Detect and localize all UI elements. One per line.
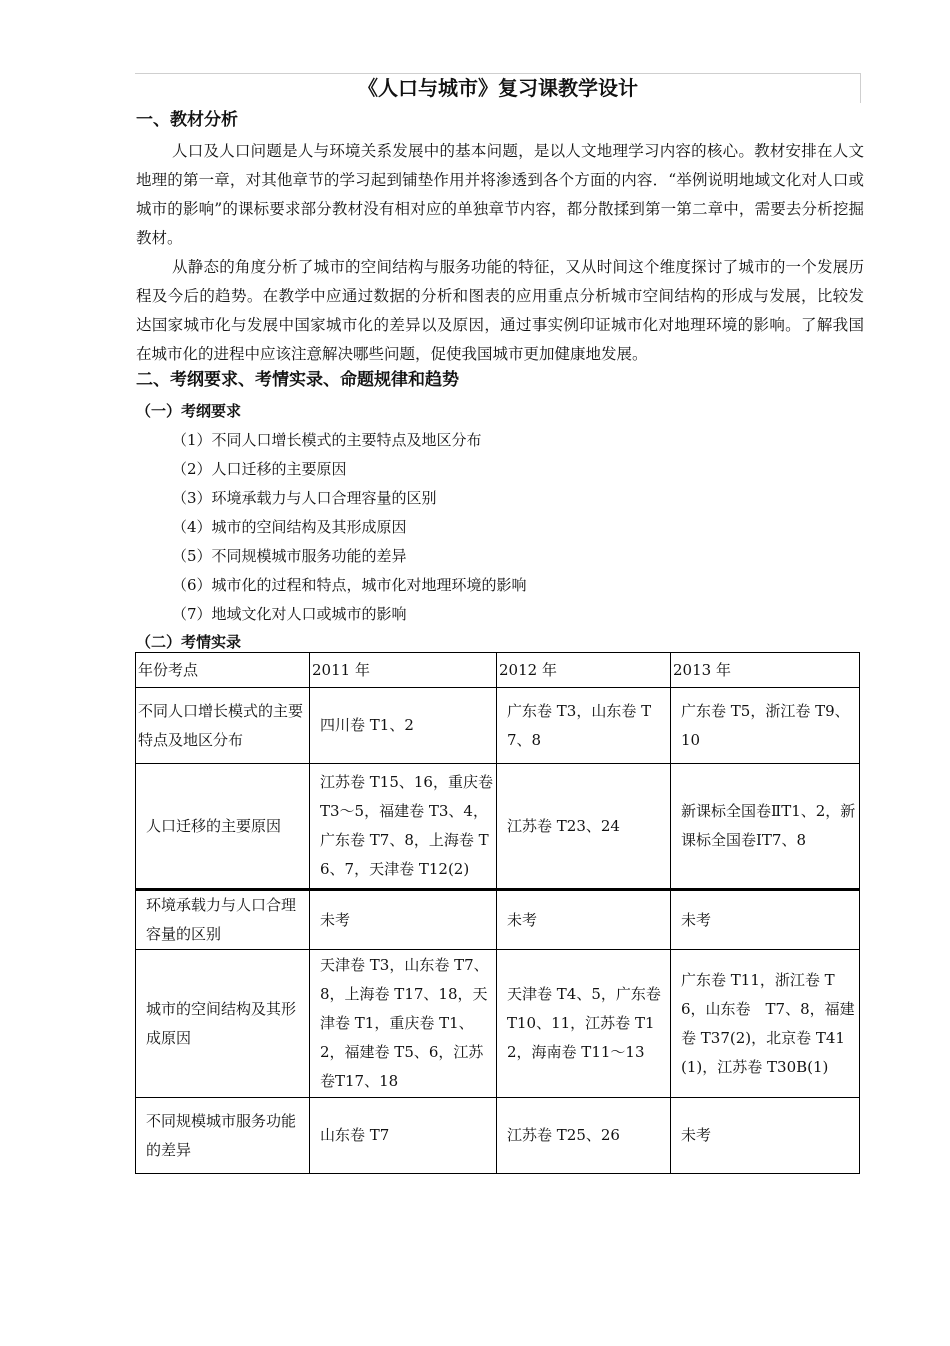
table-cell: 未考 <box>310 890 497 950</box>
table-row <box>136 890 860 950</box>
table-row-topic: 人口迁移的主要原因 <box>136 764 310 890</box>
table-cell: 江苏卷 T15、16，重庆卷 T3～5，福建卷 T3、4，广东卷 T7、8，上海卷 T6、7，天津卷 T12(2) <box>310 764 497 890</box>
syllabus-item: （5）不同规模城市服务功能的差异 <box>172 547 407 565</box>
table-row-topic: 不同规模城市服务功能的差异 <box>136 1098 310 1174</box>
table-cell: 广东卷 T5，浙江卷 T9、10 <box>671 688 860 764</box>
table-row <box>136 764 860 890</box>
subsection-heading-exam-record: （二）考情实录 <box>136 633 242 651</box>
table-row-topic: 不同人口增长模式的主要特点及地区分布 <box>136 688 310 764</box>
syllabus-item: （2）人口迁移的主要原因 <box>172 460 347 478</box>
table-cell: 广东卷 T3，山东卷 T7、8 <box>497 688 671 764</box>
syllabus-item: （4）城市的空间结构及其形成原因 <box>172 518 407 536</box>
table-header-cell: 2012 年 <box>497 653 671 688</box>
document-title: 《人口与城市》复习课教学设计 <box>358 76 638 100</box>
table-header-cell: 2013 年 <box>671 653 860 688</box>
exam-record-table <box>135 652 860 1174</box>
section-heading-requirements: 二、考纲要求、考情实录、命题规律和趋势 <box>136 370 459 390</box>
table-row-topic: 城市的空间结构及其形成原因 <box>136 950 310 1098</box>
syllabus-item: （7）地域文化对人口或城市的影响 <box>172 605 407 623</box>
table-cell: 天津卷 T4、5，广东卷 T10、11，江苏卷 T12，海南卷 T11～13 <box>497 950 671 1098</box>
table-cell: 四川卷 T1、2 <box>310 688 497 764</box>
table-row <box>136 950 860 1098</box>
table-cell: 未考 <box>671 1098 860 1174</box>
table-row-topic: 环境承载力与人口合理容量的区别 <box>136 890 310 950</box>
syllabus-item: （3）环境承载力与人口合理容量的区别 <box>172 489 437 507</box>
table-header-cell: 2011 年 <box>310 653 497 688</box>
analysis-paragraph-1: 人口及人口问题是人与环境关系发展中的基本问题，是以人文地理学习内容的核心。教材安排在人文地理的第一章，对其他章节的学习起到铺垫作用并将渗透到各个方面的内容．“举例说明地域文化对人口或城市的影响”的课标要求部分教材没有相对应的单独章节内容，都分散揉到第一第二章中，需要去分析挖掘教材。 <box>136 142 864 247</box>
table-cell: 江苏卷 T25、26 <box>497 1098 671 1174</box>
syllabus-item: （6）城市化的过程和特点，城市化对地理环境的影响 <box>172 576 527 594</box>
table-row <box>136 688 860 764</box>
table-row <box>136 1098 860 1174</box>
table-cell: 江苏卷 T23、24 <box>497 764 671 890</box>
table-header-cell: 年份考点 <box>136 653 310 688</box>
subsection-heading-syllabus: （一）考纲要求 <box>136 402 242 420</box>
table-cell: 山东卷 T7 <box>310 1098 497 1174</box>
section-heading-analysis: 一、教材分析 <box>136 110 238 130</box>
table-cell: 广东卷 T11，浙江卷 T6，山东卷 T7、8，福建卷 T37(2)，北京卷 T41(1)，江苏卷 T30B(1) <box>671 950 860 1098</box>
analysis-paragraph-2: 从静态的角度分析了城市的空间结构与服务功能的特征，又从时间这个维度探讨了城市的一个发展历程及今后的趋势。在教学中应通过数据的分析和图表的应用重点分析城市空间结构的形成与发展，比较发达国家城市化与发展中国家城市化的差异以及原因，通过事实例印证城市化对地理环境的影响。了解我国在城市化的进程中应该注意解决哪些问题，促使我国城市更加健康地发展。 <box>136 258 864 363</box>
table-cell: 新课标全国卷ⅡT1、2，新课标全国卷ⅠT7、8 <box>671 764 860 890</box>
table-cell: 未考 <box>671 890 860 950</box>
table-header-row <box>136 653 860 688</box>
syllabus-item: （1）不同人口增长模式的主要特点及地区分布 <box>172 431 482 449</box>
table-cell: 天津卷 T3，山东卷 T7、8，上海卷 T17、18，天津卷 T1，重庆卷 T1、2，福建卷 T5、6，江苏卷T17、18 <box>310 950 497 1098</box>
table-cell: 未考 <box>497 890 671 950</box>
